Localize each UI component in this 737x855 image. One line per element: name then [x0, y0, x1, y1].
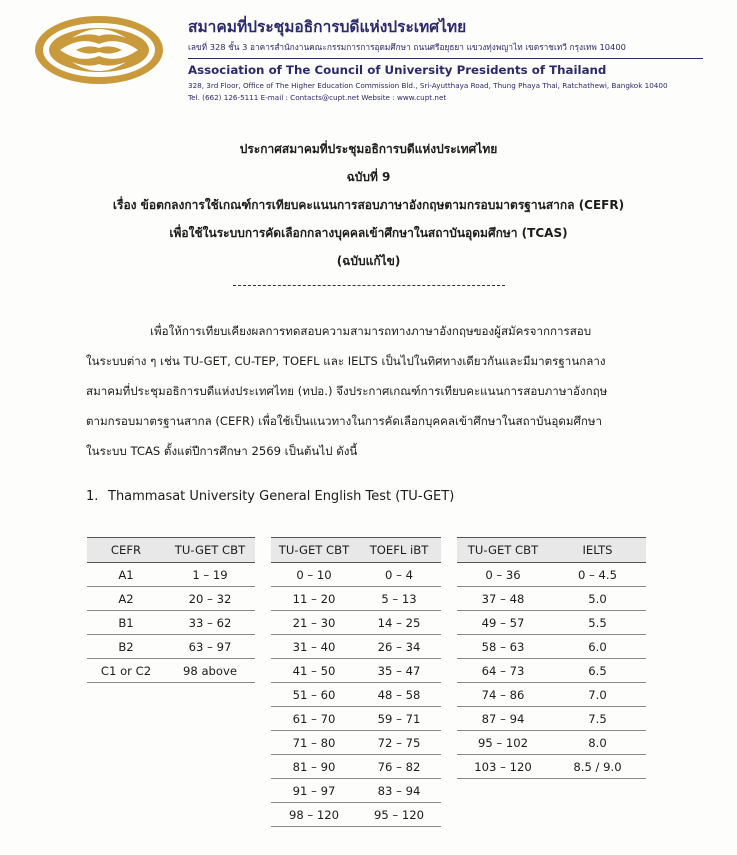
table-row: [87, 659, 255, 683]
table-cell: 0 – 4.5: [549, 563, 646, 587]
table-cell: 7.5: [549, 707, 646, 731]
table-cell: 81 – 90: [271, 755, 357, 779]
table-cell: 7.0: [549, 683, 646, 707]
table-header-row: [87, 538, 255, 563]
table-cell: 1 – 19: [165, 563, 255, 587]
title-divider: [233, 285, 505, 286]
column-header: IELTS: [549, 538, 646, 563]
table-cell: 87 – 94: [457, 707, 549, 731]
table-cell: B2: [87, 635, 165, 659]
table-row: [271, 731, 441, 755]
announcement-revision: (ฉบับแก้ไข): [336, 254, 401, 268]
table-cell: 61 – 70: [271, 707, 357, 731]
section-heading: [86, 489, 454, 504]
table-cell: 6.5: [549, 659, 646, 683]
table-cell: 33 – 62: [165, 611, 255, 635]
announcement-title: ประกาศสมาคมที่ประชุมอธิการบดีแห่งประเทศไทย: [239, 142, 498, 156]
table-row: [457, 659, 646, 683]
table-cell: 103 – 120: [457, 755, 549, 779]
table-cell: 8.5 / 9.0: [549, 755, 646, 779]
table-cell: 91 – 97: [271, 779, 357, 803]
table-cell: 58 – 63: [457, 635, 549, 659]
table-cell: 0 – 36: [457, 563, 549, 587]
table-cell: 5.5: [549, 611, 646, 635]
table-ielts: [457, 537, 646, 779]
column-header: TOEFL iBT: [357, 538, 441, 563]
column-header: TU-GET CBT: [165, 538, 255, 563]
table-row: [457, 683, 646, 707]
table-cell: 49 – 57: [457, 611, 549, 635]
table-cell: 0 – 10: [271, 563, 357, 587]
table-cell: 41 – 50: [271, 659, 357, 683]
table-cell: 72 – 75: [357, 731, 441, 755]
table-row: [87, 635, 255, 659]
announcement-subject: เรื่อง ข้อตกลงการใช้เกณฑ์การเทียบคะแนนการสอบภาษาอังกฤษตามกรอบมาตรฐานสากล (CEFR): [112, 198, 625, 212]
table-cell: 14 – 25: [357, 611, 441, 635]
table-row: [457, 563, 646, 587]
table-row: [271, 755, 441, 779]
table-cell: 35 – 47: [357, 659, 441, 683]
table-cell: A2: [87, 587, 165, 611]
table-cell: 21 – 30: [271, 611, 357, 635]
column-header: TU-GET CBT: [271, 538, 357, 563]
table-row: [271, 635, 441, 659]
table-cell: 83 – 94: [357, 779, 441, 803]
table-cell: 51 – 60: [271, 683, 357, 707]
body-line: สมาคมที่ประชุมอธิการบดีแห่งประเทศไทย (ทปอ.) จึงประกาศเกณฑ์การเทียบคะแนนการสอบภาษาอังกฤษ: [86, 384, 608, 398]
table-cell: 95 – 102: [457, 731, 549, 755]
table-cell: 31 – 40: [271, 635, 357, 659]
table-cefr: [87, 537, 255, 683]
table-cell: 71 – 80: [271, 731, 357, 755]
table-cell: 8.0: [549, 731, 646, 755]
table-cell: 59 – 71: [357, 707, 441, 731]
table-row: [271, 659, 441, 683]
table-cell: A1: [87, 563, 165, 587]
body-line: ในระบบต่าง ๆ เช่น TU-GET, CU-TEP, TOEFL และ IELTS เป็นไปในทิศทางเดียวกันและมีมาตรฐานกลาง: [86, 354, 606, 368]
org-contact: Tel. (662) 126-5111 E-mail : Contacts@cupt.net Website : www.cupt.net: [188, 93, 447, 102]
table-row: [271, 587, 441, 611]
table-row: [271, 779, 441, 803]
table-row: [271, 563, 441, 587]
table-row: [457, 707, 646, 731]
table-row: [271, 611, 441, 635]
table-row: [271, 803, 441, 827]
table-cell: 98 – 120: [271, 803, 357, 827]
table-header-row: [271, 538, 441, 563]
table-header-row: [457, 538, 646, 563]
table-row: [271, 683, 441, 707]
table-cell: 11 – 20: [271, 587, 357, 611]
table-cell: 37 – 48: [457, 587, 549, 611]
table-cell: 95 – 120: [357, 803, 441, 827]
table-cell: 64 – 73: [457, 659, 549, 683]
announcement-number: ฉบับที่ 9: [346, 170, 391, 184]
table-cell: 98 above: [165, 659, 255, 683]
section-number: 1.: [86, 489, 99, 504]
body-line: ตามกรอบมาตรฐานสากล (CEFR) เพื่อใช้เป็นแนวทางในการคัดเลือกบุคคลเข้าศึกษาในสถาบันอุดมศึกษา: [86, 414, 603, 428]
table-toefl: [271, 537, 441, 827]
table-row: [87, 587, 255, 611]
body-line: ในระบบ TCAS ตั้งแต่ปีการศึกษา 2569 เป็นต้นไป ดังนี้: [86, 444, 358, 458]
org-name-english: Association of The Council of University Presidents of Thailand: [188, 63, 607, 77]
header-rule: [188, 58, 703, 59]
table-row: [87, 611, 255, 635]
table-cell: 0 – 4: [357, 563, 441, 587]
table-cell: 63 – 97: [165, 635, 255, 659]
table-cell: 76 – 82: [357, 755, 441, 779]
org-address-english: 328, 3rd Floor, Office of The Higher Education Commission Bld., Sri-Ayutthaya Road, Thung Phaya Thai, Ratchathewi, Bangkok 10400: [188, 81, 668, 90]
table-cell: 48 – 58: [357, 683, 441, 707]
table-cell: 6.0: [549, 635, 646, 659]
table-cell: 5.0: [549, 587, 646, 611]
table-row: [457, 731, 646, 755]
column-header: CEFR: [87, 538, 165, 563]
table-row: [87, 563, 255, 587]
table-cell: 26 – 34: [357, 635, 441, 659]
section-title: Thammasat University General English Test (TU-GET): [108, 489, 455, 504]
org-name-thai: สมาคมที่ประชุมอธิการบดีแห่งประเทศไทย: [188, 18, 467, 36]
table-row: [457, 635, 646, 659]
announcement-purpose: เพื่อใช้ในระบบการคัดเลือกกลางบุคคลเข้าศึกษาในสถาบันอุดมศึกษา (TCAS): [169, 226, 568, 240]
table-cell: 74 – 86: [457, 683, 549, 707]
table-row: [271, 707, 441, 731]
table-cell: B1: [87, 611, 165, 635]
table-row: [457, 587, 646, 611]
table-cell: 5 – 13: [357, 587, 441, 611]
table-row: [457, 755, 646, 779]
table-cell: 20 – 32: [165, 587, 255, 611]
org-address-thai: เลขที่ 328 ชั้น 3 อาคารสำนักงานคณะกรรมการการอุดมศึกษา ถนนศรีอยุธยา แขวงทุ่งพญาไท เขตราชเทวี กรุงเทพ 10400: [188, 42, 626, 52]
column-header: TU-GET CBT: [457, 538, 549, 563]
table-row: [457, 611, 646, 635]
body-line: เพื่อให้การเทียบเคียงผลการทดสอบความสามารถทางภาษาอังกฤษของผู้สมัครจากการสอบ: [150, 324, 592, 338]
cupt-logo: [32, 14, 166, 86]
table-cell: C1 or C2: [87, 659, 165, 683]
